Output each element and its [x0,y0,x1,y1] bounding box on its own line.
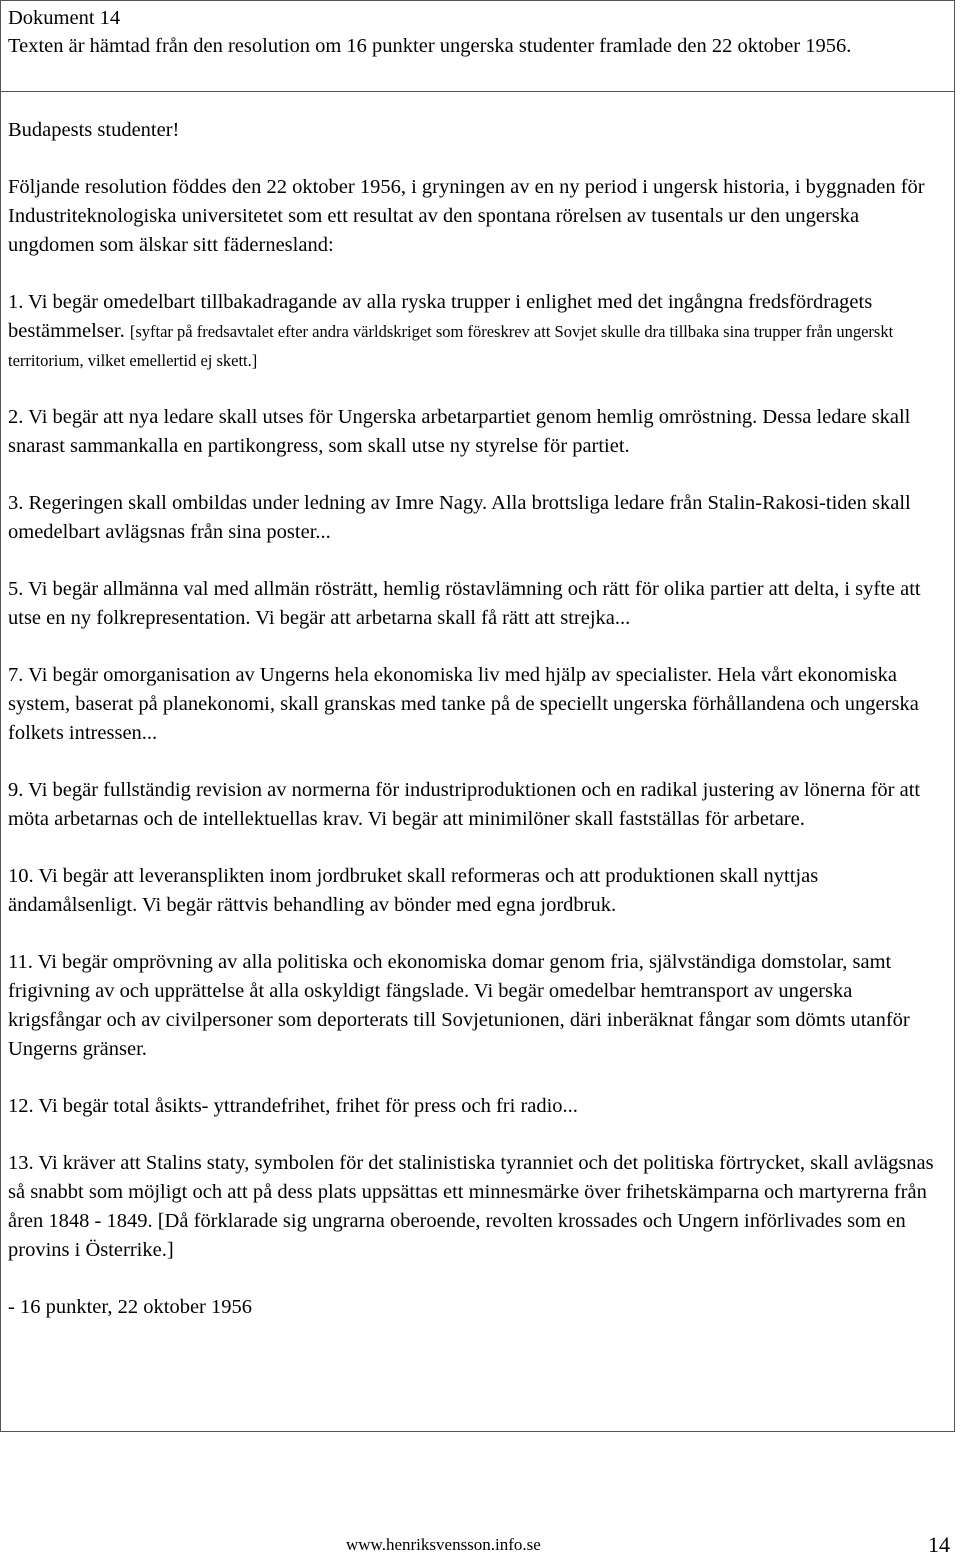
point-3: 3. Regeringen skall ombildas under ledning av Imre Nagy. Alla brottsliga ledare från Stalin-Rakosi-tiden skall omedelbart avlägsnas från sina poster... [8,492,911,543]
point-11: 11. Vi begär omprövning av alla politiska och ekonomiska domar genom fria, självständiga domstolar, samt frigivning av och upprättelse åt alla oskyldigt fängslade. Vi begär omedelbar hemtransport av ungerska krigsfångar och av civilpersoner som deporterats till Sovjetunionen, däri inberäknat fångar som dömts utanför Ungerns gränser. [8,951,910,1060]
point-13: 13. Vi kräver att Stalins staty, symbolen för det stalinistiska tyranniet och det politiska förtrycket, skall avlägsnas så snabbt som möjligt och att på dess plats uppsättas ett minnesmärke över frihetskämparna och martyrerna från åren 1848 - 1849. [Då förklarade sig ungrarna oberoende, revolten krossades och Ungern införlivades som en provins i Österrike.] [8,1152,934,1261]
point-2: 2. Vi begär att nya ledare skall utses för Ungerska arbetarpartiet genom hemlig omröstning. Dessa ledare skall snarast sammankalla en partikongress, som skall utse ny styrelse för partiet. [8,406,911,457]
intro-paragraph: Följande resolution föddes den 22 oktober 1956, i gryningen av en ny period i ungersk historia, i byggnaden för Industriteknologiska universitetet som ett resultat av den spontana rörelsen av tusentals ur den ungerska ungdomen som älskar sitt fädernesland: [8,176,925,256]
signature-line: - 16 punkter, 22 oktober 1956 [8,1296,252,1318]
page-number: 14 [928,1532,950,1557]
point-7: 7. Vi begär omorganisation av Ungerns hela ekonomiska liv med hjälp av specialister. Hela vårt ekonomiska system, baserat på planekonomi, skall granskas med tanke på de speciellt ungerska förhållandena och ungerska folkets intressen... [8,664,919,744]
point-5: 5. Vi begär allmänna val med allmän rösträtt, hemlig röstavlämning och rätt för olika partier att delta, i syfte att utse en ny folkrepresentation. Vi begär att arbetarna skall få rätt att strejka... [8,578,921,629]
document-header [8,4,938,60]
point-text: 1. Vi begär omedelbart tillbakadragande av alla ryska trupper i enlighet med det ingångna fredsfördragets bestämmelser. [8,291,873,342]
document-title: Dokument 14 [8,7,121,29]
point-note: [syftar på fredsavtalet efter andra världskriget som föreskrev att Sovjet skulle dra tillbaka sina trupper från ungerskt territorium, vilket emellertid ej skett.] [8,322,894,370]
footer-url: www.henriksvensson.info.se [346,1535,541,1554]
point-12: 12. Vi begär total åsikts- yttrandefrihet, frihet för press och fri radio... [8,1095,578,1117]
point-1 [8,288,948,375]
document-subtitle: Texten är hämtad från den resolution om 16 punkter ungerska studenter framlade den 22 oktober 1956. [8,35,852,57]
point-9: 9. Vi begär fullständig revision av normerna för industriproduktionen och en radikal justering av lönerna för att möta arbetarnas och de intellektuellas krav. Vi begär att minimilöner skall fastställas för arbetare. [8,779,921,830]
document-body [8,116,948,1350]
address-line: Budapests studenter! [8,119,180,141]
point-10: 10. Vi begär att leveransplikten inom jordbruket skall reformeras och att produktionen skall nyttjas ändamålsenligt. Vi begär rättvis behandling av bönder med egna jordbruk. [8,865,819,916]
